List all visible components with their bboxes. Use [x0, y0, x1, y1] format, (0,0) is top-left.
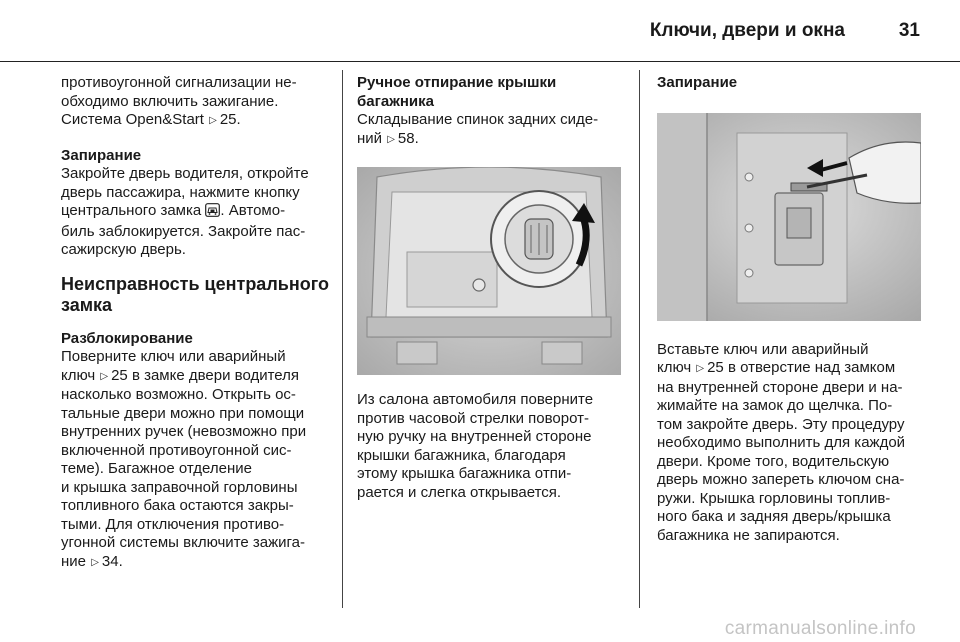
door-locking-heading: Запирание	[657, 74, 738, 91]
intro-paragraph: противоугонной сигнализации не- обходимо включить зажигание. Система Open&Start ▷ 25.	[61, 74, 333, 131]
trunk-intro-paragraph: Складывание спинок задних сиде- ний ▷ 58.	[357, 111, 621, 149]
reference-triangle-icon: ▷	[209, 115, 217, 126]
watermark: carmanualsonline.info	[724, 618, 916, 639]
reference-triangle-icon: ▷	[100, 370, 109, 382]
door-lock-illustration	[657, 113, 921, 321]
page-number: 31	[898, 20, 920, 41]
reference-triangle-icon: ▷	[387, 133, 395, 145]
column-divider-2	[639, 70, 640, 608]
header-divider	[0, 61, 960, 62]
column-divider-1	[342, 70, 343, 608]
locking-heading: Запирание	[61, 146, 142, 164]
trunk-release-caption: Из салона автомобиля поверните против часовой стрелки поворот- ную ручку на внутренней стороне крышки багажника, благодаря этому крышка багажника отпи- рается и слегка открывается.	[357, 391, 594, 501]
central-lock-icon	[205, 203, 220, 223]
door-locking-paragraph: Вставьте ключ или аварийный ключ ▷ 25 в отверстие над замком на внутренней стороне двери и на- жимайте на замок до щелчка. По- том закройте дверь. Эту процедуру необходимо выполнить для каждой двери. Кроме того, водительскую дверь можно запереть ключом сна- ружи. Крышка горловины топлив- ного бака и задняя дверь/крышка багажника не запираются.	[657, 340, 906, 544]
page-reference-link[interactable]: 25.	[219, 111, 241, 128]
column-3	[657, 74, 927, 545]
fault-heading: Неисправность центрального замка	[61, 273, 329, 315]
unlocking-paragraph: Поверните ключ или аварийный ключ ▷ 25 в замке двери водителя насколько возможно. Открыть ос- тальные двери можно при помощи внутренних ручек (невозможно при включенной противоугонной сис- теме). Багажное отделение и крышка заправочной горловины топливного бака остаются закры- тыми. Для отключения противо- угонной системы включите зажига- ние ▷ 34.	[61, 348, 333, 572]
reference-triangle-icon: ▷	[696, 363, 705, 374]
page-header	[0, 0, 960, 60]
reference-triangle-icon: ▷	[91, 556, 99, 568]
locking-paragraph: Закройте дверь водителя, откройте дверь пассажира, нажмите кнопку центрального замка . Автомо- биль заблокируется. Закройте пас- сажирскую дверь.	[61, 165, 309, 258]
column-1	[61, 74, 333, 572]
unlocking-heading: Разблокирование	[61, 329, 193, 347]
trunk-release-heading: Ручное отпирание крышки багажника	[357, 74, 557, 110]
trunk-release-illustration	[357, 167, 621, 375]
section-title: Ключи, двери и окна	[649, 20, 845, 41]
column-2	[357, 74, 621, 502]
